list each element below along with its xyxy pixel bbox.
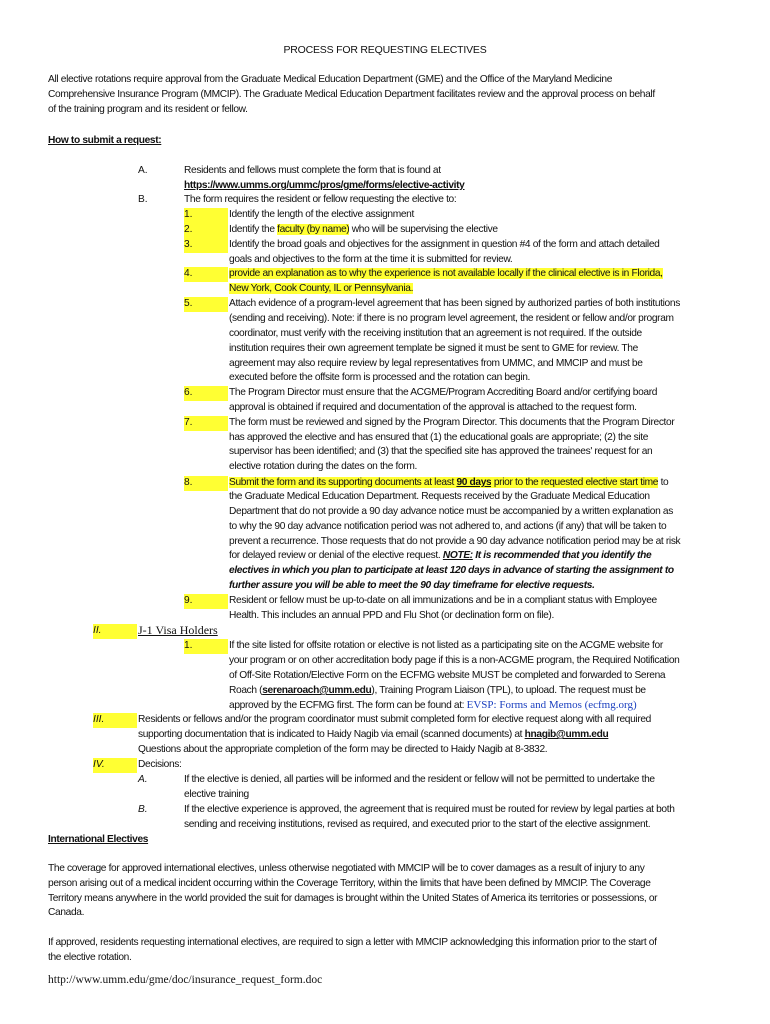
international-heading: International Electives: [48, 834, 149, 845]
item-1-text: Identify the length of the elective assignment: [229, 209, 414, 220]
item-4-text-a: provide an explanation as to why the experience is not available locally if the clinical elective is in Florida,: [229, 268, 663, 279]
item-8-text-d: to why the 90 day advance notification period was not adhered to, and actions (if any) that will be taken to: [229, 521, 667, 532]
section-iv-marker: IV.: [93, 758, 137, 773]
item-8-text-g: electives in which you plan to participate at least 120 days in advance of starting the assignment to: [229, 565, 674, 576]
serena-email-link[interactable]: serenaroach@umm.edu: [262, 685, 372, 696]
decision-a-text-2: elective training: [184, 789, 249, 800]
intl-p2-line-1: If approved, residents requesting international electives, are required to sign a letter with MMCIP acknowledging this information prior to the start of: [48, 937, 657, 948]
section-iii-text-3: Questions about the appropriate completion of the form may be directed to Haidy Nagib at 8-3832.: [138, 744, 548, 755]
item-5-text-e: agreement may also require review by legal representatives from UMMC, and MMCIP and must be: [229, 358, 643, 369]
section-b-marker: B.: [138, 194, 148, 205]
item-5-text-b: (sending and receiving). Note: if there is no program level agreement, the resident or fellow and/or program: [229, 313, 674, 324]
intl-p2-line-2: the elective rotation.: [48, 952, 132, 963]
item-5-text-f: executed before the offsite form is processed and the rotation can begin.: [229, 372, 531, 383]
section-a-marker: A.: [138, 165, 148, 176]
item-8-text-e: prevent a recurrence. Those requests that do not provide a 90 day advance notification period may be at risk: [229, 536, 681, 547]
item-6-text-b: approval is obtained if required and documentation of the approval is attached to the request form.: [229, 402, 637, 413]
item-8-text-h: further assure you will be able to meet the 90 day timeframe for elective requests.: [229, 580, 595, 591]
decision-b-text-1: If the elective experience is approved, the agreement that is required must be routed for review by legal parties at both: [184, 804, 675, 815]
j1-text-5: approved by the ECFMG first. The form can be found at: EVSP: Forms and Memos (ecfmg.org): [229, 699, 637, 711]
evsp-forms-link[interactable]: EVSP: Forms and Memos (ecfmg.org): [466, 699, 637, 711]
j1-text-4: Roach (serenaroach@umm.edu), Training Program Liaison (TPL), to upload. The request must be: [229, 685, 646, 696]
section-a-line: Residents and fellows must complete the form that is found at: [184, 165, 441, 176]
intro-line-1: All elective rotations require approval from the Graduate Medical Education Department (GME) and the Office of the Maryland Medicine: [48, 74, 613, 85]
item-3-number: 3.: [184, 238, 228, 253]
item-3-text-a: Identify the broad goals and objectives for the assignment in question #4 of the form and attach detailed: [229, 239, 660, 250]
item-7-number: 7.: [184, 416, 228, 431]
j1-text-1: If the site listed for offsite rotation or elective is not listed as a participating site on the ACGME website for: [229, 640, 663, 651]
j1-visa-heading: J-1 Visa Holders: [138, 623, 218, 637]
how-to-heading: How to submit a request:: [48, 135, 162, 146]
decision-b-text-2: sending and receiving institutions, revised as required, and executed prior to the start of the elective assignment.: [184, 819, 651, 830]
item-7-text-b: has approved the elective and has ensured that (1) the educational goals are appropriate; (2) the site: [229, 432, 649, 443]
item-9-text-b: Health. This includes an annual PPD and Flu Shot (or declination form on file).: [229, 610, 554, 621]
item-4-text-b: New York, Cook County, IL or Pennsylvania.: [229, 283, 414, 294]
intro-line-3: of the training program and its resident or fellow.: [48, 104, 248, 115]
j1-item-1-number: 1.: [184, 639, 228, 654]
elective-form-link[interactable]: https://www.umms.org/ummc/pros/gme/forms/elective-activity: [184, 180, 465, 191]
section-iii-text-2: supporting documentation that is indicated to Haidy Nagib via email (scanned documents) at hnagib@umm.edu: [138, 729, 609, 740]
intl-p1-line-3: Territory means anywhere in the world provided the suit for damages is brought within the United States of America its territories or possessions, or: [48, 893, 658, 904]
item-8-text-a: Submit the form and its supporting documents at least 90 days prior to the requested elective start time to: [229, 477, 669, 488]
item-8-text-b: the Graduate Medical Education Department. Requests received by the Graduate Medical Education: [229, 491, 650, 502]
decision-a-text-1: If the elective is denied, all parties will be informed and the resident or fellow will not be permitted to undertake the: [184, 774, 655, 785]
section-ii-marker: II.: [93, 624, 137, 639]
item-6-text-a: The Program Director must ensure that the ACGME/Program Accrediting Board and/or certifying board: [229, 387, 658, 398]
intro-line-2: Comprehensive Insurance Program (MMCIP). The Graduate Medical Education Department facilitates review and the approval process on behalf: [48, 89, 655, 100]
item-5-text-c: coordinator, must verify with the receiving institution that an agreement is not required. If the outside: [229, 328, 642, 339]
section-iii-marker: III.: [93, 713, 137, 728]
page-title: PROCESS FOR REQUESTING ELECTIVES: [283, 44, 487, 56]
item-5-text-a: Attach evidence of a program-level agreement that has been signed by authorized parties of both institutions: [229, 298, 680, 309]
item-9-number: 9.: [184, 594, 228, 609]
item-5-number: 5.: [184, 297, 228, 312]
item-7-text-d: elective rotation during the dates on the form.: [229, 461, 417, 472]
item-8-text-c: Department that do not provide a 90 day advance notice must be accompanied by a written explanation as: [229, 506, 673, 517]
decision-a-marker: A.: [138, 774, 148, 785]
item-4-number: 4.: [184, 267, 228, 282]
intl-p1-line-1: The coverage for approved international electives, unless otherwise negotiated with MMCIP will be to cover damages as a result of injury to any: [48, 863, 645, 874]
item-5-text-d: institution requires their own agreement template be signed it must be sent to GME for review. The: [229, 343, 638, 354]
hnagib-email-link[interactable]: hnagib@umm.edu: [524, 729, 609, 740]
item-7-text-c: supervisor has been identified; and (3) that the specified site has approved the trainees' request for an: [229, 446, 653, 457]
j1-text-3: of Off-Site Rotation/Elective Form on the ECFMG website MUST be completed and forwarded to Serena: [229, 670, 666, 681]
footer-url: http://www.umm.edu/gme/doc/insurance_request_form.doc: [48, 974, 323, 986]
item-8-text-f: for delayed review or denial of the elective request. NOTE: It is recommended that you identify the: [229, 550, 652, 561]
item-7-text-a: The form must be reviewed and signed by the Program Director. This documents that the Program Director: [229, 417, 675, 428]
intl-p1-line-2: person arising out of a medical incident occurring within the Coverage Territory, within the limits that have been defined by MMCIP. The Coverage: [48, 878, 651, 889]
intl-p1-line-4: Canada.: [48, 907, 85, 918]
section-iii-text-1: Residents or fellows and/or the program coordinator must submit completed form for elective request along with all required: [138, 714, 652, 725]
section-b-line: The form requires the resident or fellow requesting the elective to:: [184, 194, 457, 205]
decisions-heading: Decisions:: [138, 759, 182, 770]
item-6-number: 6.: [184, 386, 228, 401]
j1-text-2: your program or on other accreditation body page if this is a non-ACGME program, the Required Notification: [229, 655, 680, 666]
item-1-number: 1.: [184, 208, 228, 223]
item-9-text-a: Resident or fellow must be up-to-date on all immunizations and be in a compliant status with Employee: [229, 595, 657, 606]
item-2-number: 2.: [184, 223, 228, 238]
item-8-number: 8.: [184, 476, 228, 491]
item-3-text-b: goals and objectives to the form at the time it is submitted for review.: [229, 254, 513, 265]
item-2-text: Identify the faculty (by name) who will be supervising the elective: [229, 224, 498, 235]
decision-b-marker: B.: [138, 804, 148, 815]
